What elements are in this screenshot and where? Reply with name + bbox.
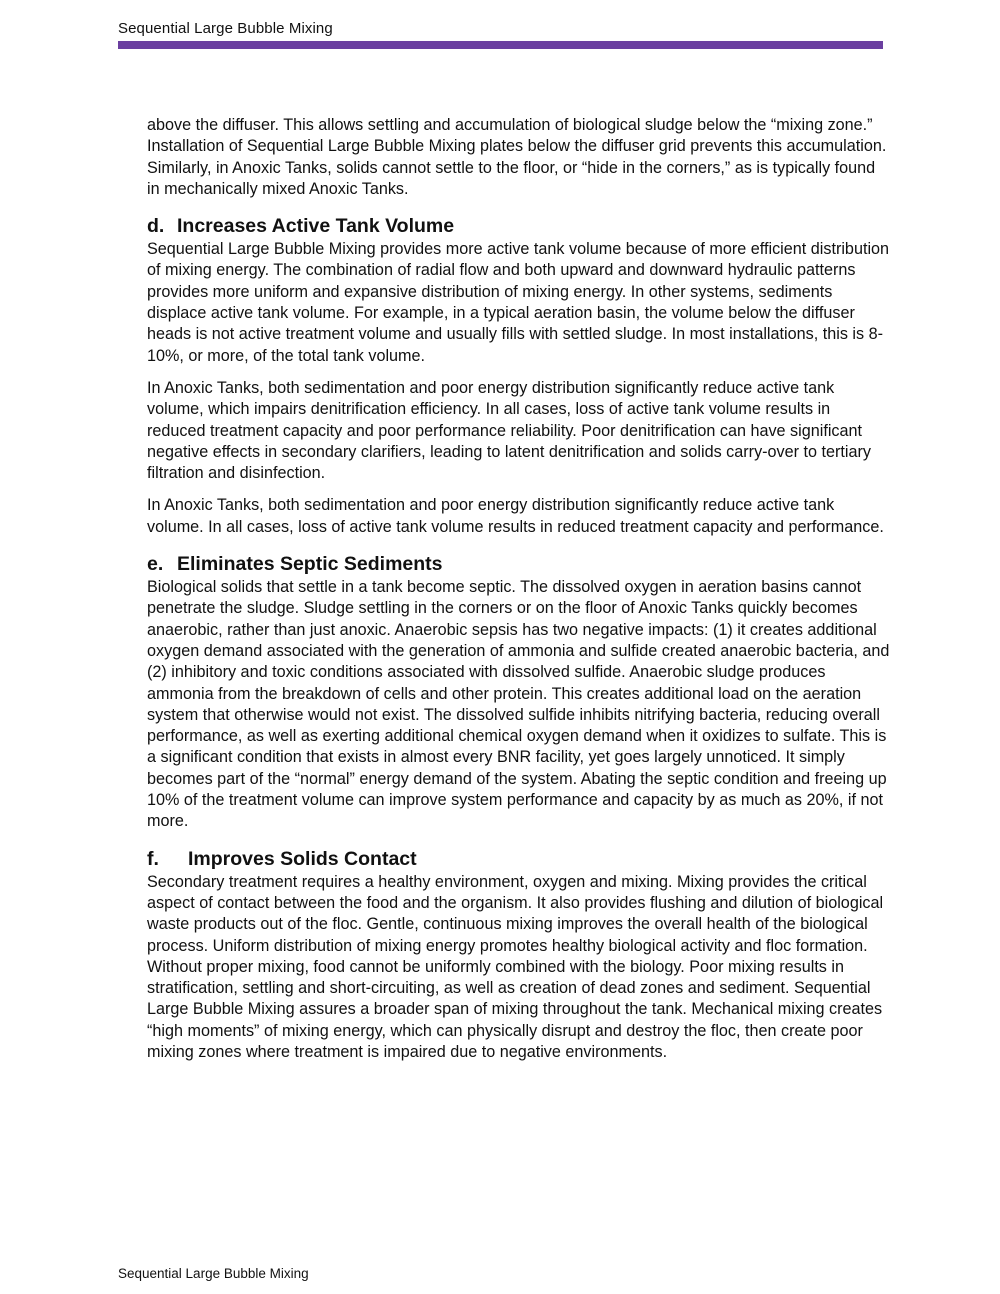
section-d-heading: [147, 215, 892, 238]
section-f-letter: f.: [147, 847, 159, 870]
section-d-paragraph-2: In Anoxic Tanks, both sedimentation and poor energy distribution significantly reduce active tank volume, which impairs denitrification efficiency. In all cases, loss of active tank volume results in reduced treatment capacity and poor performance reliability. Poor denitrification can have significant negative effects in secondary clarifiers, leading to latent denitrification and solids carry-over to tertiary filtration and disinfection.: [147, 378, 872, 483]
section-f-paragraph-1: Secondary treatment requires a healthy environment, oxygen and mixing. Mixing provides the critical aspect of contact between the food and the organism. It also provides flushing and dilution of biological waste products out of the floc. Gentle, continuous mixing improves the overall health of the biological process. Uniform distribution of mixing energy promotes healthy biological activity and floc formation. Without proper mixing, food cannot be uniformly combined with the biology. Poor mixing results in stratification, settling and short-circuiting, as well as creation of dead zones and sediment. Sequential Large Bubble Mixing assures a broader span of mixing throughout the tank. Mechanical mixing creates “high moments” of mixing energy, which can physically disrupt and destroy the floc, then create poor mixing zones where treatment is impaired due to negative environments.: [147, 872, 884, 1061]
section-d-paragraph-1: Sequential Large Bubble Mixing provides more active tank volume because of more efficient distribution of mixing energy. The combination of radial flow and both upward and downward hydraulic patterns provides more uniform and expansive distribution of mixing energy. In other systems, sediments displace active tank volume. For example, in a typical aeration basin, the volume below the diffuser heads is not active treatment volume and usually fills with settled sludge. In most installations, this is 8-10%, or more, of the total tank volume.: [147, 240, 890, 365]
page-header-title: Sequential Large Bubble Mixing: [118, 20, 333, 37]
section-f-heading: [147, 848, 892, 871]
section-e-paragraph-1: Biological solids that settle in a tank become septic. The dissolved oxygen in aeration basins cannot penetrate the sludge. Sludge settling in the corners or on the floor of Anoxic Tanks quickly becomes anaerobic, rather than just anoxic. Anaerobic sepsis has two negative impacts: (1) it creates additional oxygen demand associated with the generation of ammonia and sulfide created anaerobic bacteria, and (2) inhibitory and toxic conditions associated with dissolved sulfide. Anaerobic sludge produces ammonia from the breakdown of cells and other protein. This creates additional load on the aeration system that otherwise would not exist. The dissolved sulfide inhibits nitrifying bacteria, reducing overall performance, as well as exerting additional chemical oxygen demand when it oxidizes to sulfate. This is a significant condition that exists in almost every BNR facility, yet goes largely unnoticed. It simply becomes part of the “normal” energy demand of the system. Abating the septic condition and freeing up 10% of the treatment volume can improve system performance and capacity by as much as 20%, if not more.: [147, 578, 890, 831]
header-divider: [118, 41, 883, 49]
section-e-heading: [147, 553, 892, 576]
intro-paragraph: above the diffuser. This allows settling and accumulation of biological sludge below the “mixing zone.” Installation of Sequential Large Bubble Mixing plates below the diffuser grid prevents this accumulation. Similarly, in Anoxic Tanks, solids cannot settle to the floor, or “hide in the corners,” as is typically found in mechanically mixed Anoxic Tanks.: [147, 116, 887, 198]
section-d-letter: d.: [147, 215, 165, 238]
section-d-title: Increases Active Tank Volume: [177, 215, 455, 238]
section-e-letter: e.: [147, 553, 164, 576]
section-e-title: Eliminates Septic Sediments: [177, 553, 443, 576]
section-f-title: Improves Solids Contact: [188, 847, 417, 870]
document-body: [147, 115, 892, 1074]
section-d-paragraph-3: In Anoxic Tanks, both sedimentation and poor energy distribution significantly reduce active tank volume. In all cases, loss of active tank volume results in reduced treatment capacity and performance.: [147, 496, 884, 536]
page-footer-title: Sequential Large Bubble Mixing: [118, 1266, 309, 1281]
